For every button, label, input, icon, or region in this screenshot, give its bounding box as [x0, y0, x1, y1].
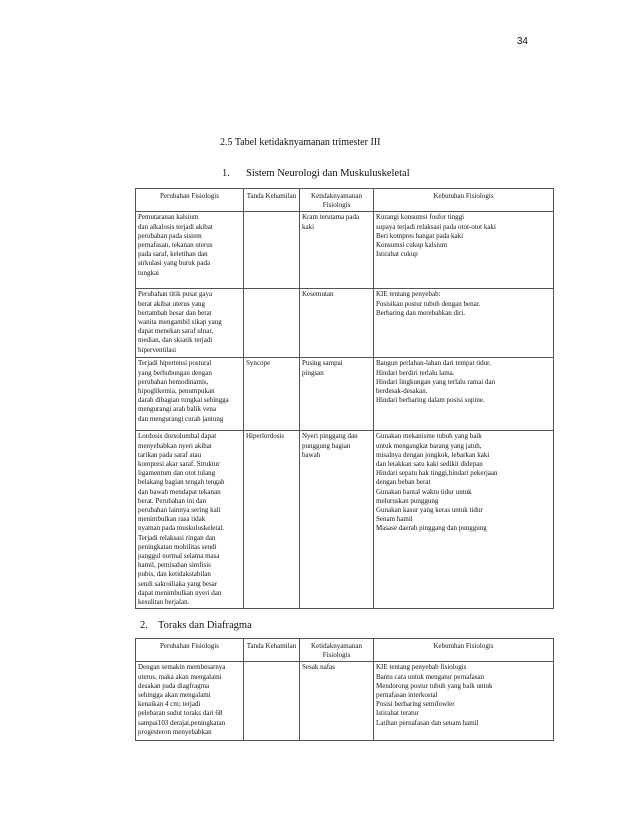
cell-line: Hindari berbaring dalam posisi supine. — [376, 396, 485, 405]
cell-line: desakan pada diagfragma — [138, 681, 210, 690]
cell-line: Latihan pernafasan dan senam hamil — [376, 718, 479, 727]
cell-line: KIE tentang penyebab fisiologis — [376, 663, 467, 672]
cell-line: Beri kompres hangat pada kaki — [376, 231, 464, 240]
cell-line: kenaikan 4 cm; terjadi — [138, 700, 201, 709]
cell-line: Pusing sampai — [302, 359, 343, 368]
cell-line: Gunakan bantal waktu tidur untuk — [376, 487, 472, 496]
discomfort-table-neuro — [135, 188, 554, 609]
cell-line: Hindari sepatu hak tinggi,hindari pekerjaan — [376, 469, 498, 478]
header-ketidaknyamanan: Ketidaknyamanan Fisiologis — [300, 639, 374, 662]
cell-perubahan — [136, 212, 244, 289]
table-row — [136, 358, 554, 431]
cell-line: dapat menimbulkan nyeri dan — [138, 588, 222, 597]
cell-line: bawah — [302, 450, 321, 459]
cell-line: Posisikan postur tubuh dengan benar. — [376, 299, 481, 308]
cell-line: Berbaring dan merebahkan diri. — [376, 308, 466, 317]
cell-line: Terjadi relaksasi ringan dan — [138, 533, 216, 542]
cell-line: Terjadi hipertensi postural — [138, 359, 212, 368]
subsection-title: Sistem Neurologi dan Muskuluskeletal — [246, 168, 410, 179]
table-row — [136, 431, 554, 609]
subsection-heading — [222, 168, 410, 179]
cell-perubahan — [136, 662, 244, 741]
cell-line: Mendorong postur tubuh yang baik untuk — [376, 681, 493, 690]
cell-line: median, dan skiatik terjadi — [138, 336, 213, 345]
cell-line: progesteron menyebabkan — [138, 727, 212, 736]
cell-line: Kram terutama pada — [302, 213, 360, 222]
cell-line: pubis, dan ketidakstabilan — [138, 570, 211, 579]
cell-line: supaya terjadi relaksasi pada otot-otot kaki — [376, 222, 496, 231]
cell-line: menyebabkan nyeri akibat — [138, 441, 212, 450]
cell-line: perubahan hemodinamis, — [138, 377, 209, 386]
cell-line: dan alkalosis terjadi akibat — [138, 222, 213, 231]
subsection-heading — [140, 620, 252, 631]
cell-line: kaki — [302, 222, 315, 231]
cell-line: darah dibagian tungkai sehingga — [138, 396, 229, 405]
cell-line: Masase daerah pinggang dan punggung — [376, 524, 487, 533]
cell-line: misalnya dengan jongkok, lebarkan kaki — [376, 450, 490, 459]
table-header-row — [136, 189, 554, 212]
cell-ketidaknyamanan — [300, 358, 374, 431]
cell-line: ligamentum dan otot tulang — [138, 469, 216, 478]
cell-line: sehingga akan mengalami — [138, 691, 211, 700]
cell-line: Hindari berdiri terlalu lama. — [376, 368, 455, 377]
cell-line: mengurangi arah balik vena — [138, 405, 216, 414]
cell-line: Hiperlordosis — [246, 432, 285, 441]
cell-line: pernafasan, tekanan uterus — [138, 241, 213, 250]
cell-line: untuk mengangkat barang yang jatuh, — [376, 441, 482, 450]
cell-ketidaknyamanan — [300, 289, 374, 358]
cell-ketidaknyamanan — [300, 662, 374, 741]
discomfort-table-thorax — [135, 638, 554, 741]
cell-line: Kesemutan — [302, 290, 334, 299]
cell-line: sirkulasi yang buruk pada — [138, 259, 211, 268]
subsection-title: Toraks dan Diafragma — [158, 620, 252, 631]
cell-line: panggul normal selama masa — [138, 552, 220, 561]
cell-line: dapat menekan saraf ulnar, — [138, 327, 214, 336]
cell-perubahan — [136, 358, 244, 431]
cell-tanda — [244, 289, 300, 358]
cell-line: tungkai — [138, 268, 159, 277]
cell-line: Sesak nafas — [302, 663, 335, 672]
table-row — [136, 662, 554, 741]
cell-line: Kurangi konsumsi fosfor tinggi — [376, 213, 465, 222]
cell-line: pernafasan interkostal — [376, 691, 438, 700]
cell-line: berat. Perubahan ini dan — [138, 496, 207, 505]
cell-line: perubahan lainnya sering kali — [138, 506, 221, 515]
cell-line: dengan beban berat — [376, 478, 431, 487]
header-perubahan: Perubahan Fisiologis — [136, 639, 244, 662]
cell-line: dan bawah mendapat tekanan — [138, 487, 221, 496]
cell-line: pada saraf, keletihan dan — [138, 250, 208, 259]
cell-line: berat akibat uterus yang — [138, 299, 206, 308]
header-perubahan: Perubahan Fisiologis — [136, 189, 244, 212]
cell-line: menimbulkan rasa tidak — [138, 515, 206, 524]
cell-line: dan letakkan satu kaki sedikit didepan — [376, 460, 483, 469]
header-tanda: Tanda Kehamilan — [244, 189, 300, 212]
subsection-number: 1. — [222, 168, 230, 179]
cell-ketidaknyamanan — [300, 212, 374, 289]
cell-line: punggung bagian — [302, 441, 351, 450]
cell-line: belakang bagian tengah tengah — [138, 478, 225, 487]
section-title: 2.5 Tabel ketidaknyamanan trimester III — [220, 137, 381, 148]
page-number: 34 — [516, 36, 528, 47]
cell-line: meluruskan punggung — [376, 496, 439, 505]
cell-line: tarikan pada saraf atau — [138, 450, 202, 459]
cell-kebutuhan — [374, 662, 554, 741]
cell-line: sendi sakroiliaka yang besar — [138, 579, 218, 588]
cell-line: Nyeri pinggang dan — [302, 432, 358, 441]
cell-tanda — [244, 662, 300, 741]
cell-line: Pemutaranan kalsium — [138, 213, 199, 222]
cell-line: dan mengurangi curah jantung — [138, 414, 224, 423]
cell-line: peningkatan mobilitas sendi — [138, 542, 217, 551]
cell-perubahan — [136, 431, 244, 609]
cell-line: hiperventilasi — [138, 345, 177, 354]
cell-ketidaknyamanan — [300, 431, 374, 609]
cell-perubahan — [136, 289, 244, 358]
cell-line: Gunakan kasur yang keras untuk tidur — [376, 506, 483, 515]
cell-line: Bangun perlahan-lahan dari tempat tidur. — [376, 359, 491, 368]
table-row — [136, 212, 554, 289]
cell-line: Perubahan titik pusat gaya — [138, 290, 213, 299]
cell-line: Dengan semakin membesarnya — [138, 663, 226, 672]
cell-line: Senam hamil — [376, 515, 413, 524]
cell-line: kompresi akar saraf. Struktur — [138, 460, 220, 469]
cell-line: sampai103 derajat,peningkatan — [138, 718, 226, 727]
subsection-number: 2. — [140, 620, 148, 631]
cell-line: pelebaran sudut toraks dari 68 — [138, 709, 223, 718]
table-header-row — [136, 639, 554, 662]
cell-line: Konsumsi cukup kalsium — [376, 241, 448, 250]
cell-line: perubahan pada sistem — [138, 231, 202, 240]
cell-kebutuhan — [374, 358, 554, 431]
cell-line: Bantu cara untuk mengatur pernafasan — [376, 672, 485, 681]
cell-line: Istirahat cukup — [376, 250, 418, 259]
cell-kebutuhan — [374, 431, 554, 609]
cell-line: KIE tentang penyebab: — [376, 290, 441, 299]
header-kebutuhan: Kebutuhan Fisiologis — [374, 189, 554, 212]
cell-line: uterus, maka akan mengalami — [138, 672, 222, 681]
cell-line: bertambah besar dan berat — [138, 308, 212, 317]
cell-line: Lordosis dorsolumbal dapat — [138, 432, 217, 441]
cell-line: hipoglikemia, penumpukan — [138, 387, 215, 396]
cell-kebutuhan — [374, 289, 554, 358]
cell-line: Istirahat teratur — [376, 709, 419, 718]
cell-line: Syncope — [246, 359, 271, 368]
cell-line: Hindari lingkungan yang terlalu ramai dan — [376, 377, 496, 386]
cell-tanda — [244, 358, 300, 431]
cell-line: hamil, pemisahan simfisis — [138, 561, 211, 570]
cell-line: kesulitan berjalan. — [138, 598, 190, 607]
cell-tanda — [244, 431, 300, 609]
header-tanda: Tanda Kehamilan — [244, 639, 300, 662]
cell-tanda — [244, 212, 300, 289]
cell-line: pingsan — [302, 368, 324, 377]
cell-line: Posisi berbaring semifowler — [376, 700, 455, 709]
cell-kebutuhan — [374, 212, 554, 289]
cell-line: yang berhubungan dengan — [138, 368, 212, 377]
header-ketidaknyamanan: Ketidaknyamanan Fisiologis — [300, 189, 374, 212]
cell-line: Gunakan mekanisme tubuh yang baik — [376, 432, 482, 441]
table-row — [136, 289, 554, 358]
cell-line: berdesak-desakan. — [376, 387, 428, 396]
cell-line: wanita mengambil sikap yang — [138, 318, 222, 327]
cell-line: nyaman pada muskuluskeletal. — [138, 524, 225, 533]
header-kebutuhan: Kebutuhan Fisiologis — [374, 639, 554, 662]
